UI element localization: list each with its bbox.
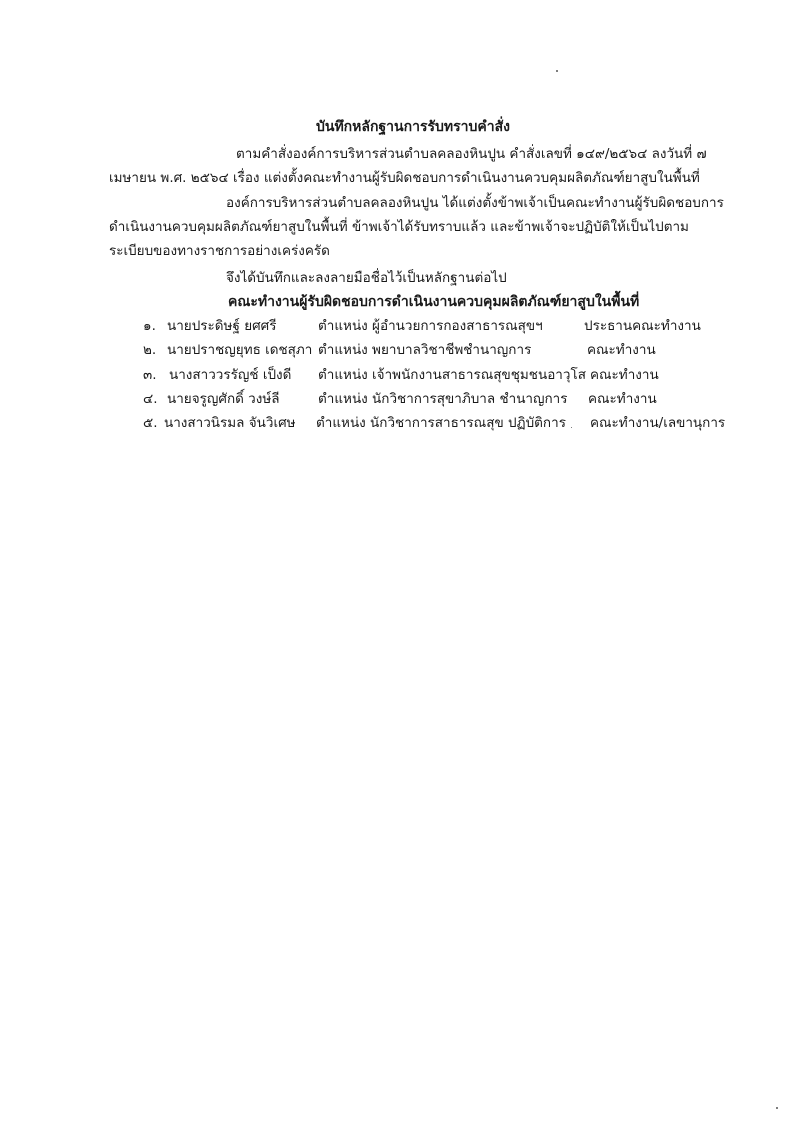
member-position: ตำแหน่ง ผู้อำนวยการกองสาธารณสุขฯ bbox=[318, 318, 543, 334]
member-role: คณะทำงาน bbox=[587, 342, 656, 358]
member-position: ตำแหน่ง เจ้าพนักงานสาธารณสุขชุมชนอาวุโส bbox=[318, 367, 586, 383]
member-role: คณะทำงาน bbox=[590, 367, 659, 383]
member-number: ๒. bbox=[143, 342, 157, 358]
member-number: ๑. bbox=[143, 318, 156, 334]
member-number: ๓. bbox=[143, 367, 157, 383]
scan-speck bbox=[556, 70, 558, 72]
member-role: คณะทำงาน bbox=[588, 391, 657, 407]
member-position: ตำแหน่ง นักวิชาการสาธารณสุข ปฏิบัติการ bbox=[316, 415, 566, 431]
paragraph2: จึงได้บันทึกและลงลายมือชื่อไว้เป็นหลักฐานต่อไป bbox=[226, 270, 507, 286]
paragraph1-line2: เมษายน พ.ศ. ๒๕๖๔ เรื่อง แต่งตั้งคณะทำงานผู้รับผิดชอบการดำเนินงานควบคุมผลิตภัณฑ์ยาสูบในพื้นที่ bbox=[109, 170, 700, 186]
paragraph1-line5: ระเบียบของทางราชการอย่างเคร่งครัด bbox=[109, 243, 330, 259]
document-title: บันทึกหลักฐานการรับทราบคำสั่ง bbox=[316, 119, 510, 135]
member-name: นายปราชญยุทธ เดชสุภา bbox=[167, 342, 313, 358]
member-name: นายจรูญศักดิ์ วงษ์ลี bbox=[167, 391, 280, 407]
member-name: นางสาววรรัญช์ เป็งดี bbox=[169, 367, 292, 383]
member-number: ๕. bbox=[143, 415, 158, 431]
member-number: ๔. bbox=[143, 391, 158, 407]
member-name: นายประดิษฐ์ ยศศรี bbox=[167, 318, 277, 334]
member-position: ตำแหน่ง พยาบาลวิชาชีพชำนาญการ bbox=[318, 342, 532, 358]
paragraph1-line4: ดำเนินงานควบคุมผลิตภัณฑ์ยาสูบในพื้นที่ ข้าพเจ้าได้รับทราบแล้ว และข้าพเจ้าจะปฏิบัติให้เป็นไปตาม bbox=[109, 219, 689, 235]
scan-speck bbox=[571, 427, 572, 428]
scan-speck bbox=[776, 1107, 778, 1109]
committee-heading: คณะทำงานผู้รับผิดชอบการดำเนินงานควบคุมผลิตภัณฑ์ยาสูบในพื้นที่ bbox=[228, 294, 640, 310]
member-role: คณะทำงาน/เลขานุการ bbox=[590, 415, 726, 431]
member-name: นางสาวนิรมล จันวิเศษ bbox=[164, 415, 296, 431]
member-role: ประธานคณะทำงาน bbox=[584, 318, 701, 334]
paragraph1-line3: องค์การบริหารส่วนตำบลคลองหินปูน ได้แต่งตั้งข้าพเจ้าเป็นคณะทำงานผู้รับผิดชอบการ bbox=[226, 195, 724, 211]
member-position: ตำแหน่ง นักวิชาการสุขาภิบาล ชำนาญการ bbox=[318, 391, 568, 407]
paragraph1-line1: ตามคำสั่งองค์การบริหารส่วนตำบลคลองหินปูน คำสั่งเลขที่ ๑๔๙/๒๕๖๔ ลงวันที่ ๗ bbox=[236, 146, 707, 162]
